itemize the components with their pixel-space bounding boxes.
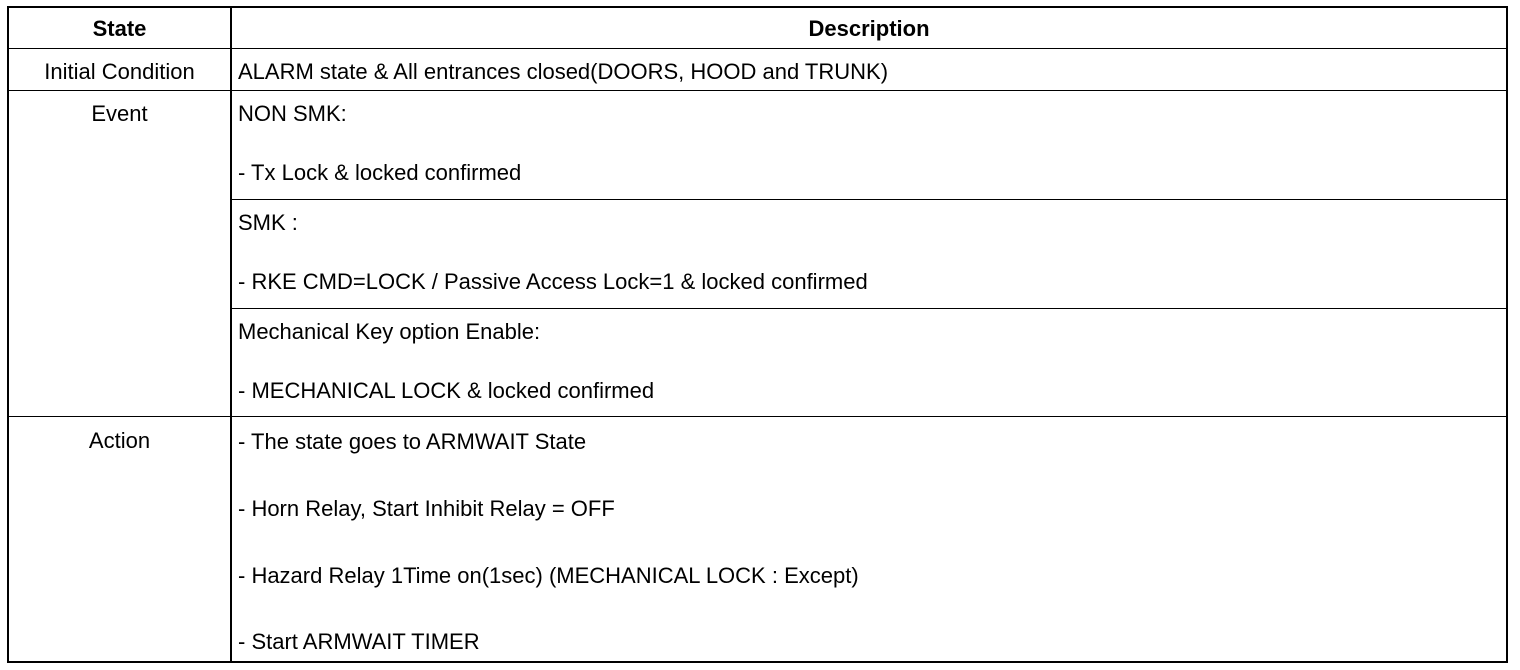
- description-initial-condition: ALARM state & All entrances closed(DOORS, HOOD and TRUNK): [238, 59, 889, 84]
- state-initial-condition: Initial Condition: [44, 59, 195, 84]
- state-action: Action: [88, 428, 151, 453]
- column-divider: [230, 8, 232, 661]
- header-description: Description: [808, 16, 930, 41]
- description-event-smk-heading: SMK :: [238, 210, 298, 235]
- description-action-item: - Hazard Relay 1Time on(1sec) (MECHANICAL LOCK : Except): [238, 563, 859, 588]
- subrow-divider: [232, 308, 1506, 309]
- description-event-non-smk-heading: NON SMK:: [238, 101, 347, 126]
- state-table: [7, 6, 1508, 663]
- header-state: State: [92, 16, 147, 41]
- subrow-divider: [232, 199, 1506, 200]
- description-action-item: - The state goes to ARMWAIT State: [238, 429, 587, 454]
- description-event-mechanical-item: - MECHANICAL LOCK & locked confirmed: [238, 378, 655, 403]
- description-event-mechanical-heading: Mechanical Key option Enable:: [238, 319, 541, 344]
- description-event-non-smk-item: - Tx Lock & locked confirmed: [238, 160, 522, 185]
- description-event-smk-item: - RKE CMD=LOCK / Passive Access Lock=1 & locked confirmed: [238, 269, 868, 294]
- description-action-item: - Start ARMWAIT TIMER: [238, 629, 480, 654]
- row-divider: [9, 48, 1506, 49]
- state-event: Event: [91, 101, 148, 126]
- row-divider: [9, 90, 1506, 91]
- description-action-item: - Horn Relay, Start Inhibit Relay = OFF: [238, 496, 615, 521]
- row-divider: [9, 416, 1506, 417]
